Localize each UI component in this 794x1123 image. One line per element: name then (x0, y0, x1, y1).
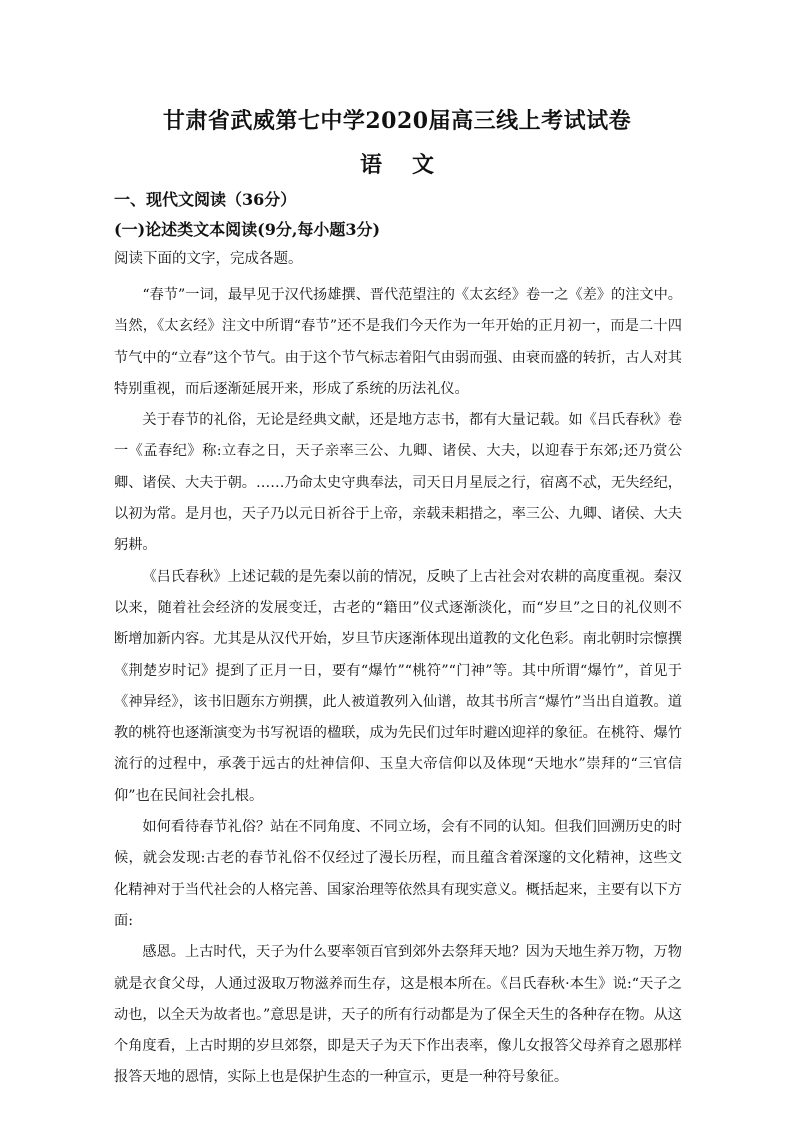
passage-paragraph: 感恩。上古时代，天子为什么要率领百官到郊外去祭拜天地？因为天地生养万物，万物就是衣食父母，人通过汲取万物滋养而生存，这是根本所在。《吕氏春秋·本生》说:“天子之动也，以全天为故者也。”意思是讲，天子的所有行动都是为了保全天生的各种存在物。从这个角度看，上古时期的岁旦郊祭，即是天子为天下作出表率，像儿女报答父母养育之恩那样报答天地的恩情，实际上也是保护生态的一种宣示，更是一种符号象征。 (114, 944, 682, 1086)
subject-heading: 语文 (359, 152, 464, 178)
passage-paragraph: 《吕氏春秋》上述记载的是先秦以前的情况，反映了上古社会对农耕的高度重视。秦汉以来，随着社会经济的发展变迁，古老的“籍田”仪式逐渐淡化，而“岁旦”之日的礼仪则不断增加新内容。尤其是从汉代开始，岁旦节庆逐渐体现出道教的文化色彩。南北朝时宗懔撰《荆楚岁时记》提到了正月一日，要有“爆竹”“桃符”“门神”等。其中所谓“爆竹”，首见于《神异经》，该书旧题东方朔撰，此人被道教列入仙谱，故其书所言“爆竹”当出自道教。道教的桃符也逐渐演变为书写祝语的楹联，成为先民们过年时避凶迎祥的象征。在桃符、爆竹流行的过程中，承袭于远古的灶神信仰、玉皇大帝信仰以及体现“天地水”崇拜的“三官信仰”也在民间社会扎根。 (114, 568, 682, 804)
passage-paragraph: “春节”一词，最早见于汉代扬雄撰、晋代范望注的《太玄经》卷一之《差》的注文中。当然，《太玄经》注文中所谓“春节”还不是我们今天作为一年开始的正月初一，而是二十四节气中的“立春”这个节气。由于这个节气标志着阳气由弱而强、由衰而盛的转折，古人对其特别重视，而后逐渐延展开来，形成了系统的历法礼仪。 (114, 287, 682, 397)
section-heading: 一、现代文阅读（36分） (114, 190, 297, 209)
subsection-heading: (一)论述类文本阅读(9分,每小题3分) (114, 220, 381, 239)
exam-title: 甘肃省武威第七中学2020届高三线上考试试卷 (162, 108, 632, 134)
passage-paragraph: 关于春节的礼俗，无论是经典文献，还是地方志书，都有大量记载。如《吕氏春秋》卷一《孟春纪》称:立春之日，天子亲率三公、九卿、诸侯、大夫，以迎春于东郊;还乃赏公卿、诸侯、大夫于朝。……乃命太史守典奉法，司天日月星辰之行，宿离不忒，无失经纪，以初为常。是月也，天子乃以元日祈谷于上帝，亲载耒耜措之，率三公、九卿、诸侯、大夫躬耕。 (114, 412, 682, 554)
passage-paragraph: 如何看待春节礼俗？站在不同角度、不同立场，会有不同的认知。但我们回溯历史的时候，就会发现:古老的春节礼俗不仅经过了漫长历程，而且蕴含着深邃的文化精神，这些文化精神对于当代社会的人格完善、国家治理等依然具有现实意义。概括起来，主要有以下方面: (114, 819, 682, 929)
reading-instruction: 阅读下面的文字，完成各题。 (114, 251, 303, 267)
reading-passage (114, 280, 682, 1094)
